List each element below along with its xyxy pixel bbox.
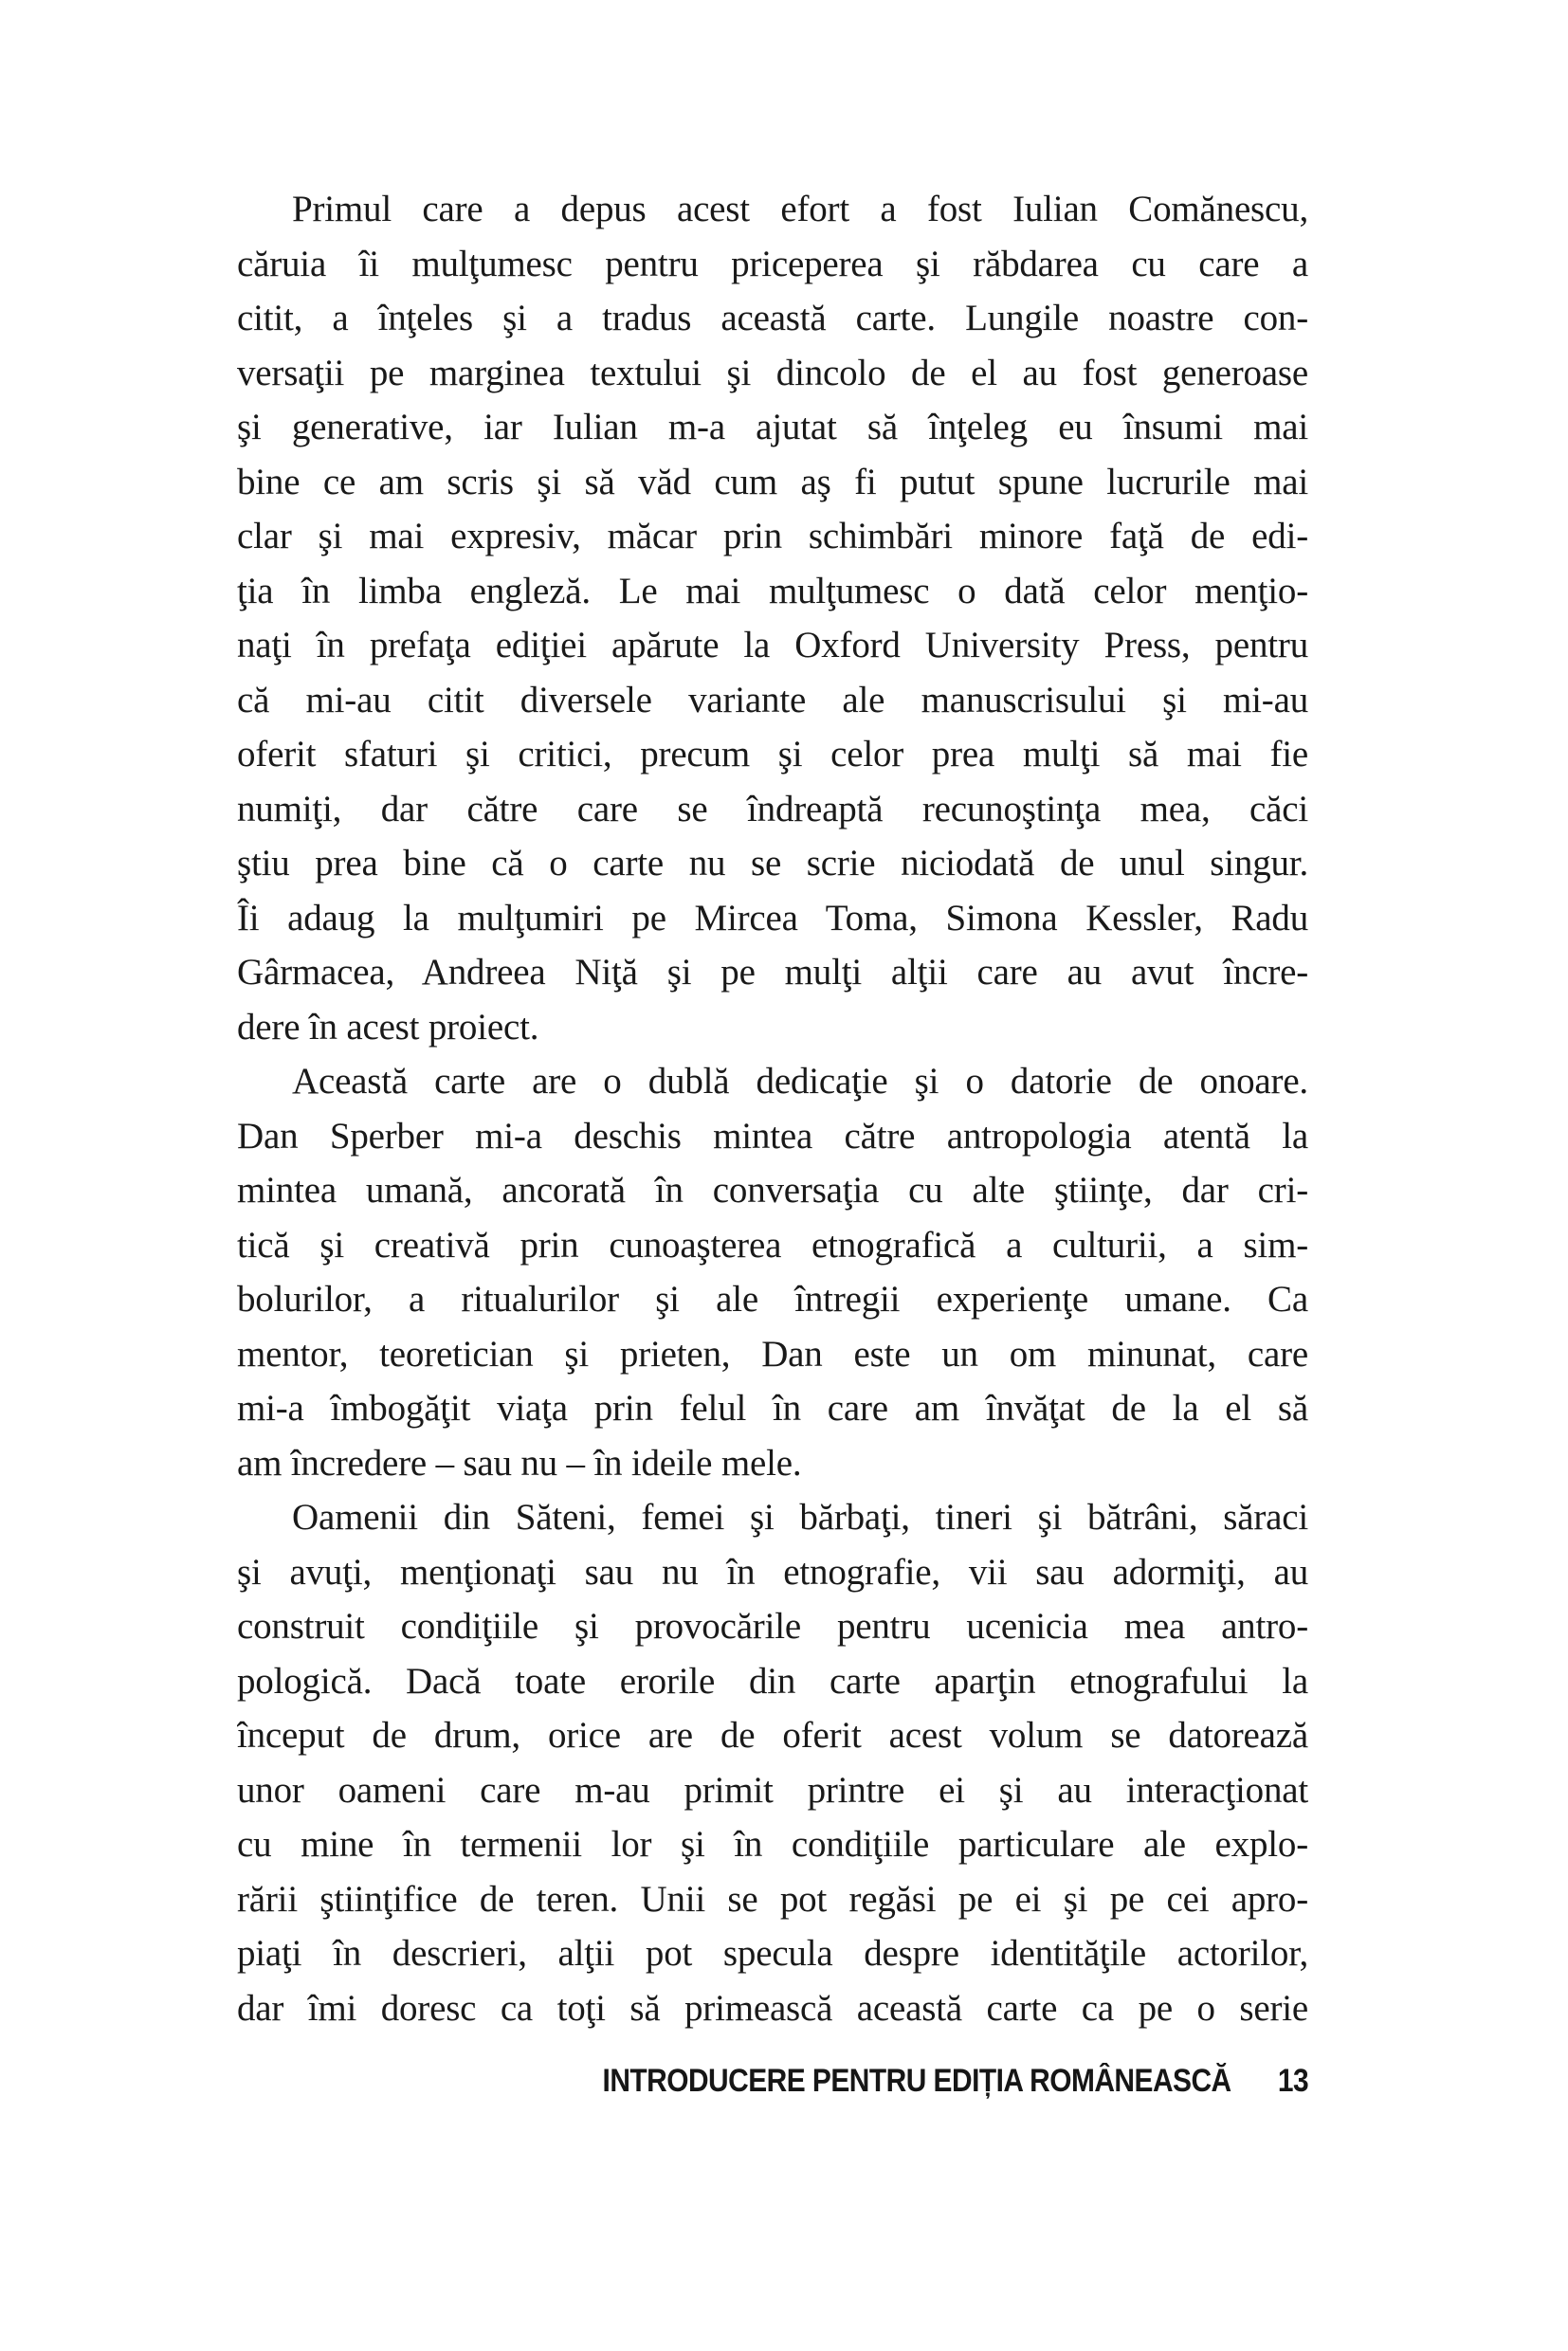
text-line: căruia îi mulţumesc pentru priceperea şi răbdarea cu care a bbox=[237, 243, 1308, 284]
text-line: oferit sfaturi şi critici, precum şi celor prea mulţi să mai fie bbox=[237, 734, 1308, 775]
text-line: unor oameni care m-au primit printre ei şi au interacţionat bbox=[237, 1769, 1308, 1811]
text-line: bine ce am scris şi să văd cum aş fi putut spune lucrurile mai bbox=[237, 461, 1308, 502]
text-line: ştiu prea bine că o carte nu se scrie niciodată de unul singur. bbox=[237, 843, 1308, 884]
text-line: că mi-au citit diversele variante ale manuscrisului şi mi-au bbox=[237, 679, 1308, 720]
text-line: mentor, teoretician şi prieten, Dan este un om minunat, care bbox=[237, 1333, 1308, 1375]
footer-running-title: INTRODUCERE PENTRU EDIȚIA ROMÂNEASCĂ bbox=[602, 2063, 1231, 2099]
text-line: dere în acest proiect. bbox=[237, 1006, 539, 1048]
text-line: Gârmacea, Andreea Niţă şi pe mulţi alţii care au avut încre- bbox=[237, 952, 1308, 993]
text-line: naţi în prefaţa ediţiei apărute la Oxford University Press, pentru bbox=[237, 625, 1308, 665]
text-line: Îi adaug la mulţumiri pe Mircea Toma, Simona Kessler, Radu bbox=[237, 897, 1308, 939]
text-line: tică şi creativă prin cunoaşterea etnografică a culturii, a sim- bbox=[237, 1224, 1308, 1266]
text-line: piaţi în descrieri, alţii pot specula despre identităţile actorilor, bbox=[237, 1933, 1308, 1974]
text-line: rării ştiinţifice de teren. Unii se pot regăsi pe ei şi pe cei apro- bbox=[237, 1878, 1308, 1920]
text-line: mintea umană, ancorată în conversaţia cu alte ştiinţe, dar cri- bbox=[237, 1170, 1308, 1211]
text-line: dar îmi doresc ca toţi să primească această carte ca pe o serie bbox=[237, 1987, 1308, 2029]
page-number: 13 bbox=[1277, 2063, 1308, 2099]
text-line: versaţii pe marginea textului şi dincolo de el au fost generoase bbox=[237, 352, 1308, 393]
text-line: citit, a înţeles şi a tradus această carte. Lungile noastre con- bbox=[237, 298, 1308, 338]
text-line: început de drum, orice are de oferit acest volum se datorează bbox=[237, 1715, 1308, 1756]
text-line: pologică. Dacă toate erorile din carte aparţin etnografului la bbox=[237, 1660, 1308, 1702]
text-line: numiţi, dar către care se îndreaptă recunoştinţa mea, căci bbox=[237, 788, 1308, 829]
text-line: bolurilor, a ritualurilor şi ale întregii experienţe umane. Ca bbox=[237, 1279, 1308, 1320]
body-text bbox=[237, 182, 1308, 2035]
text-line: am încredere – sau nu – în ideile mele. bbox=[237, 1442, 802, 1484]
text-line: Dan Sperber mi-a deschis mintea către antropologia atentă la bbox=[237, 1115, 1308, 1157]
text-line: cu mine în termenii lor şi în condiţiile particulare ale explo- bbox=[237, 1824, 1308, 1865]
text-line: Această carte are o dublă dedicaţie şi o datorie de onoare. bbox=[292, 1061, 1308, 1102]
text-line: şi generative, iar Iulian m-a ajutat să înţeleg eu însumi mai bbox=[237, 407, 1308, 447]
text-line: Primul care a depus acest efort a fost Iulian Comănescu, bbox=[292, 189, 1308, 229]
text-line: Oamenii din Săteni, femei şi bărbaţi, tineri şi bătrâni, săraci bbox=[292, 1497, 1308, 1538]
text-line: mi-a îmbogăţit viaţa prin felul în care am învăţat de la el să bbox=[237, 1388, 1308, 1429]
text-line: construit condiţiile şi provocările pentru ucenicia mea antro- bbox=[237, 1606, 1308, 1647]
text-line: ţia în limba engleză. Le mai mulţumesc o dată celor menţio- bbox=[237, 570, 1308, 611]
page-footer bbox=[602, 2063, 1308, 2100]
text-line: clar şi mai expresiv, măcar prin schimbări minore faţă de edi- bbox=[237, 516, 1308, 556]
text-line: şi avuţi, menţionaţi sau nu în etnografie, vii sau adormiţi, au bbox=[237, 1551, 1308, 1593]
